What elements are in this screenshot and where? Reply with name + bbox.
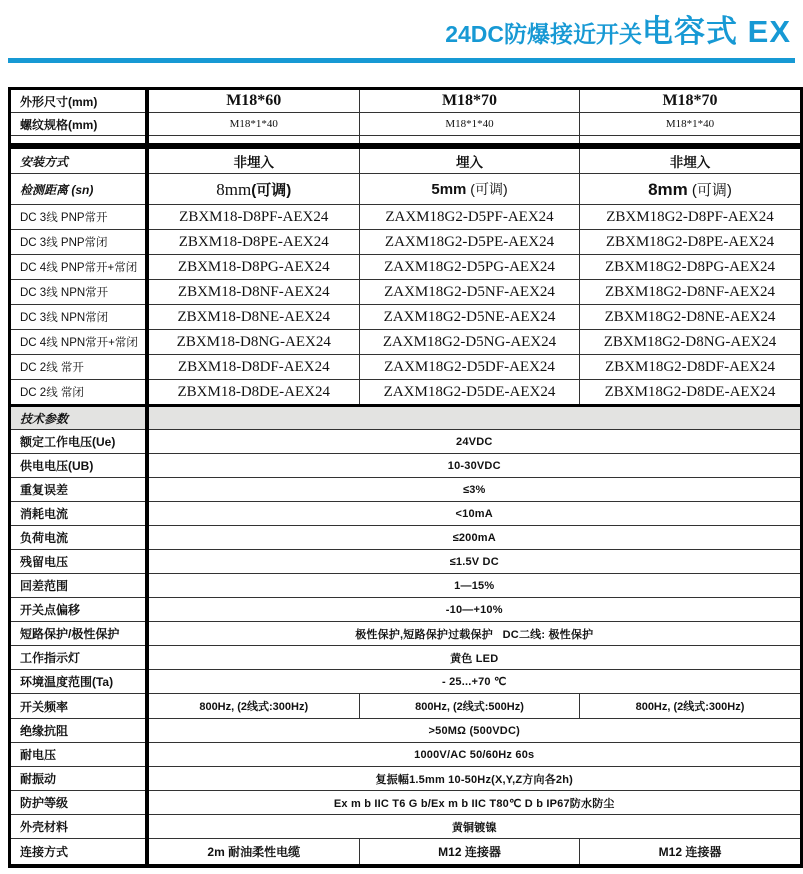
- table-row-spec: [10, 598, 802, 622]
- row-label: 绝缘抗阻: [10, 719, 147, 743]
- cell-value: M18*60: [147, 89, 360, 113]
- table-row-model: [10, 230, 802, 255]
- cell-value: 1—15%: [147, 574, 802, 598]
- model-number: ZAXM18G2-D5PG-AEX24: [360, 255, 580, 280]
- distance-number: 5mm: [431, 181, 467, 198]
- table-row-spec: [10, 550, 802, 574]
- table-row-spec: [10, 646, 802, 670]
- model-number: ZBXM18G2-D8DF-AEX24: [580, 355, 802, 380]
- row-label: 开关点偏移: [10, 598, 147, 622]
- table-row-model: [10, 305, 802, 330]
- spacer-cell: [147, 136, 360, 144]
- row-label: DC 3线 NPN常开: [10, 280, 147, 305]
- cell-value: >50MΩ (500VDC): [147, 719, 802, 743]
- row-label: 重复误差: [10, 478, 147, 502]
- cell-value: 24VDC: [147, 430, 802, 454]
- model-number: ZBXM18-D8PF-AEX24: [147, 205, 360, 230]
- table-row-model: [10, 255, 802, 280]
- table-row-model: [10, 205, 802, 230]
- model-number: ZBXM18G2-D8PG-AEX24: [580, 255, 802, 280]
- model-number: ZBXM18-D8NF-AEX24: [147, 280, 360, 305]
- page-title-emphasis: 电容式 EX: [642, 14, 791, 49]
- cell-value: ≤3%: [147, 478, 802, 502]
- table-row-spec: [10, 430, 802, 454]
- cell-value: - 25...+70 ℃: [147, 670, 802, 694]
- row-label: 螺纹规格(mm): [10, 113, 147, 136]
- section-header-fill: [147, 406, 802, 430]
- cell-value: 埋入: [360, 149, 580, 174]
- row-label: DC 4线 NPN常开+常闭: [10, 330, 147, 355]
- model-number: ZBXM18G2-D8NF-AEX24: [580, 280, 802, 305]
- cell-value: 800Hz, (2线式:500Hz): [360, 694, 580, 719]
- row-label: 安装方式: [10, 149, 147, 174]
- row-label: DC 3线 PNP常开: [10, 205, 147, 230]
- model-number: ZBXM18-D8PE-AEX24: [147, 230, 360, 255]
- distance-adjustable: (可调): [466, 181, 508, 197]
- spacer-cell: [580, 136, 802, 144]
- table-row-spec: [10, 574, 802, 598]
- spacer-row: [10, 136, 802, 144]
- model-number: ZAXM18G2-D5PE-AEX24: [360, 230, 580, 255]
- model-number: ZBXM18-D8DF-AEX24: [147, 355, 360, 380]
- model-number: ZBXM18G2-D8DE-AEX24: [580, 380, 802, 406]
- cell-value: <10mA: [147, 502, 802, 526]
- cell-value: M12 连接器: [360, 839, 580, 867]
- table-row-switching-frequency: [10, 694, 802, 719]
- row-label: 耐电压: [10, 743, 147, 767]
- section-header-row: [10, 406, 802, 430]
- cell-value: [360, 174, 580, 205]
- row-label: 消耗电流: [10, 502, 147, 526]
- distance-number: 8mm: [648, 179, 688, 199]
- distance-number: 8mm: [216, 179, 252, 199]
- row-label: 外形尺寸(mm): [10, 89, 147, 113]
- cell-value: ≤1.5V DC: [147, 550, 802, 574]
- table-row-spec: [10, 478, 802, 502]
- model-number: ZBXM18-D8NG-AEX24: [147, 330, 360, 355]
- table-row-spec: [10, 743, 802, 767]
- row-label: 供电电压(UB): [10, 454, 147, 478]
- cell-value: 非埋入: [147, 149, 360, 174]
- model-number: ZBXM18-D8DE-AEX24: [147, 380, 360, 406]
- table-row-model: [10, 355, 802, 380]
- table-row-mounting: [10, 149, 802, 174]
- model-number: ZBXM18-D8PG-AEX24: [147, 255, 360, 280]
- spacer-cell: [360, 136, 580, 144]
- cell-value: M18*1*40: [360, 113, 580, 136]
- cell-value: 极性保护,短路保护过载保护 DC二线: 极性保护: [147, 622, 802, 646]
- page-title: [0, 0, 803, 51]
- model-number: ZAXM18G2-D5NE-AEX24: [360, 305, 580, 330]
- cell-value: 1000V/AC 50/60Hz 60s: [147, 743, 802, 767]
- table-row-model: [10, 280, 802, 305]
- cell-value: 2m 耐油柔性电缆: [147, 839, 360, 867]
- table-row-model: [10, 330, 802, 355]
- row-label: 开关频率: [10, 694, 147, 719]
- row-label: 短路保护/极性保护: [10, 622, 147, 646]
- title-rule: [8, 58, 795, 63]
- table-row-dimensions: [10, 89, 802, 113]
- row-label: 回差范围: [10, 574, 147, 598]
- distance-adjustable: (可调): [251, 181, 292, 199]
- cell-value: [147, 174, 360, 205]
- table-row-spec: [10, 454, 802, 478]
- cell-value: 黄铜镀镍: [147, 815, 802, 839]
- table-row-spec: [10, 719, 802, 743]
- row-label: DC 2线 常开: [10, 355, 147, 380]
- cell-value: M18*70: [360, 89, 580, 113]
- table-row-spec: [10, 502, 802, 526]
- table-row-spec: [10, 791, 802, 815]
- table-row-thread: [10, 113, 802, 136]
- cell-value: M18*70: [580, 89, 802, 113]
- model-number: ZAXM18G2-D5NG-AEX24: [360, 330, 580, 355]
- row-label: DC 2线 常闭: [10, 380, 147, 406]
- cell-value: M18*1*40: [580, 113, 802, 136]
- cell-value: 10-30VDC: [147, 454, 802, 478]
- cell-value: ≤200mA: [147, 526, 802, 550]
- cell-value: 黄色 LED: [147, 646, 802, 670]
- table-row-model: [10, 380, 802, 406]
- page-title-prefix: 24DC防爆接近开关: [445, 21, 643, 47]
- model-number: ZBXM18-D8NE-AEX24: [147, 305, 360, 330]
- table-row-spec: [10, 767, 802, 791]
- cell-value: Ex m b IIC T6 G b/Ex m b IIC T80℃ D b IP67防水防尘: [147, 791, 802, 815]
- model-number: ZAXM18G2-D5DF-AEX24: [360, 355, 580, 380]
- row-label: 负荷电流: [10, 526, 147, 550]
- spacer-cell: [10, 136, 147, 144]
- table-row-sensing-distance: [10, 174, 802, 205]
- model-number: ZBXM18G2-D8PE-AEX24: [580, 230, 802, 255]
- cell-value: 非埋入: [580, 149, 802, 174]
- distance-adjustable: (可调): [687, 181, 732, 199]
- model-number: ZBXM18G2-D8NE-AEX24: [580, 305, 802, 330]
- table-row-spec: [10, 622, 802, 646]
- cell-value: 复振幅1.5mm 10-50Hz(X,Y,Z方向各2h): [147, 767, 802, 791]
- row-label: 连接方式: [10, 839, 147, 867]
- model-number: ZBXM18G2-D8PF-AEX24: [580, 205, 802, 230]
- cell-value: 800Hz, (2线式:300Hz): [147, 694, 360, 719]
- model-number: ZAXM18G2-D5DE-AEX24: [360, 380, 580, 406]
- row-label: 工作指示灯: [10, 646, 147, 670]
- table-row-spec: [10, 670, 802, 694]
- row-label: DC 4线 PNP常开+常闭: [10, 255, 147, 280]
- cell-value: M12 连接器: [580, 839, 802, 867]
- row-label: 检测距离 (sn): [10, 174, 147, 205]
- spec-table: [8, 87, 803, 868]
- row-label: 额定工作电压(Ue): [10, 430, 147, 454]
- section-header-label: 技术参数: [10, 406, 147, 430]
- table-row-spec: [10, 526, 802, 550]
- row-label: 耐振动: [10, 767, 147, 791]
- cell-value: M18*1*40: [147, 113, 360, 136]
- table-row-spec: [10, 815, 802, 839]
- row-label: 残留电压: [10, 550, 147, 574]
- row-label: 防护等级: [10, 791, 147, 815]
- cell-value: -10—+10%: [147, 598, 802, 622]
- cell-value: 800Hz, (2线式:300Hz): [580, 694, 802, 719]
- row-label: DC 3线 NPN常闭: [10, 305, 147, 330]
- table-row-connection: [10, 839, 802, 867]
- cell-value: [580, 174, 802, 205]
- model-number: ZBXM18G2-D8NG-AEX24: [580, 330, 802, 355]
- row-label: 外壳材料: [10, 815, 147, 839]
- row-label: 环境温度范围(Ta): [10, 670, 147, 694]
- row-label: DC 3线 PNP常闭: [10, 230, 147, 255]
- model-number: ZAXM18G2-D5NF-AEX24: [360, 280, 580, 305]
- model-number: ZAXM18G2-D5PF-AEX24: [360, 205, 580, 230]
